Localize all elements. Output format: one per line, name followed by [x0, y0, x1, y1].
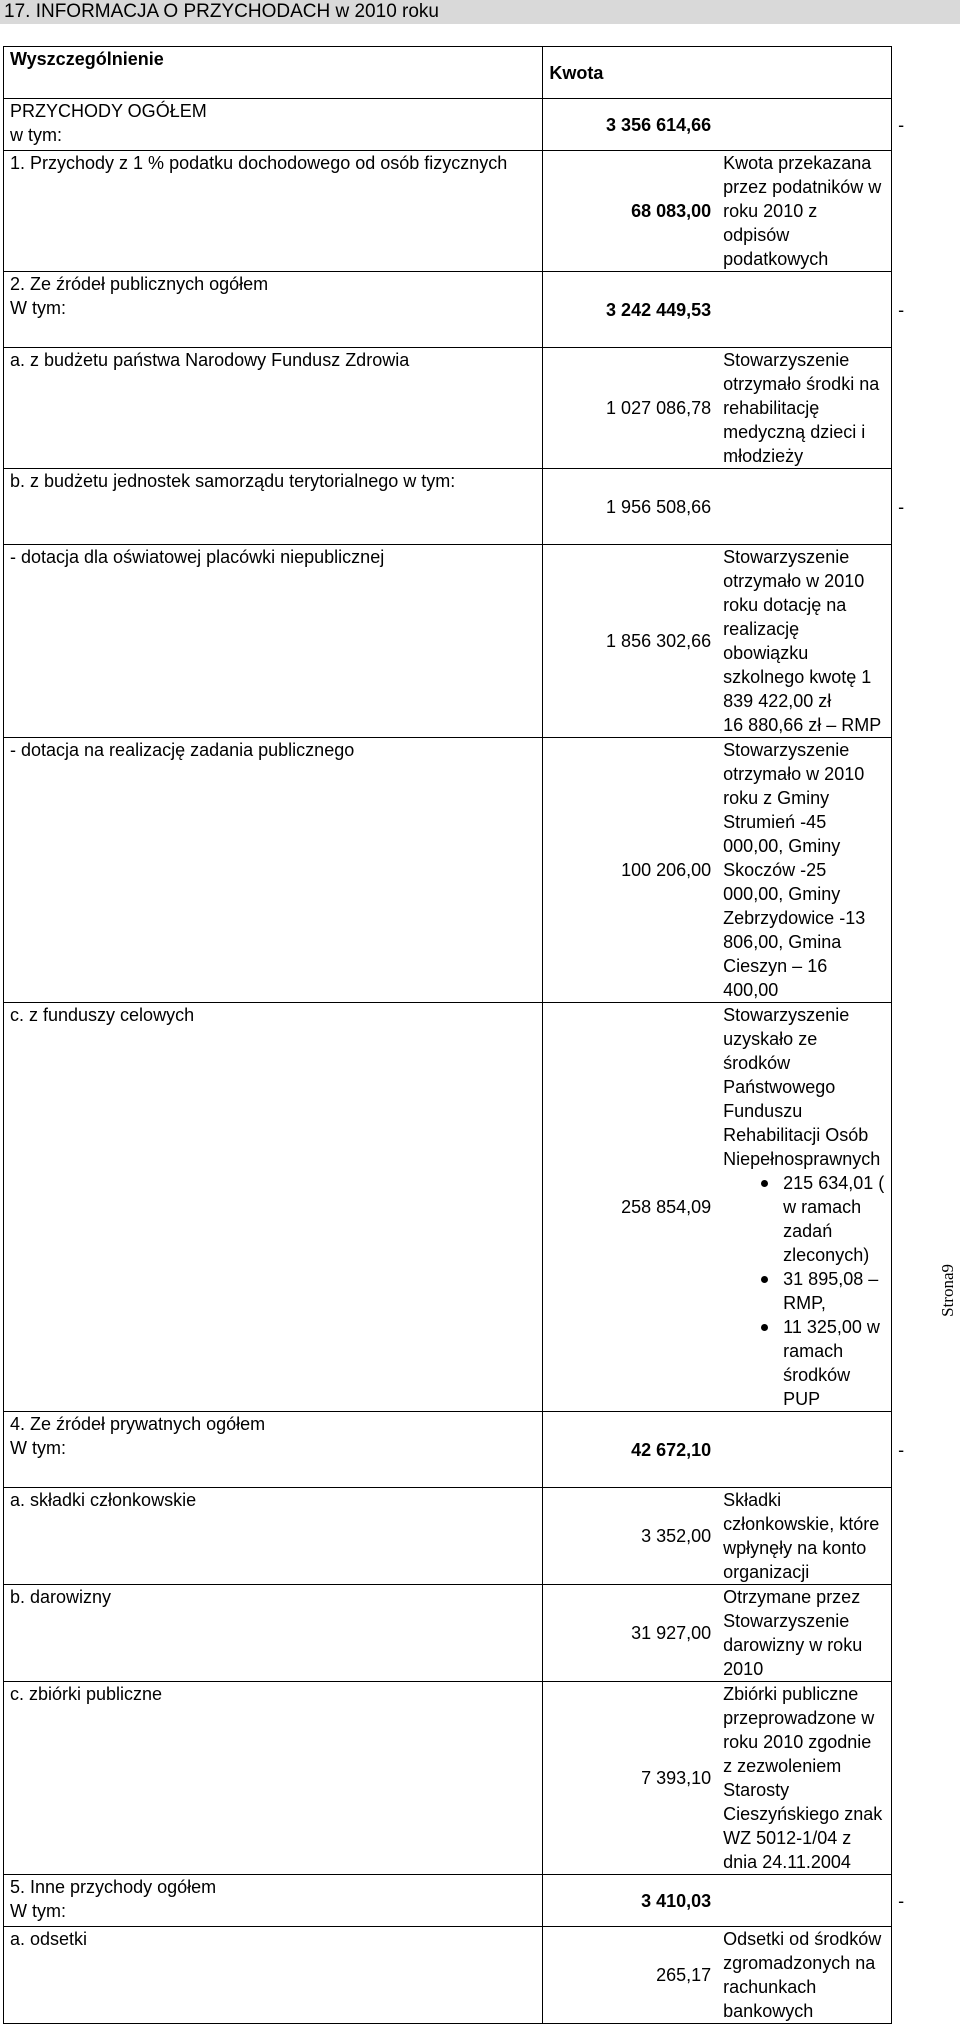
row-note-text: Odsetki od środków zgromadzonych na rachunkach bankowych: [723, 1929, 882, 2021]
row-amount: 31 927,00: [543, 1585, 717, 1682]
row-note: [717, 1585, 891, 1682]
table-row: [4, 151, 892, 272]
row-label: a. składki członkowskie: [4, 1488, 543, 1585]
page-number: Strona9: [938, 1264, 957, 1317]
row-amount: 3 356 614,66: [543, 99, 717, 151]
column-header-description: Wyszczególnienie: [4, 47, 543, 99]
row-note: [717, 1488, 891, 1585]
row-note: [717, 151, 891, 272]
row-label: a. odsetki: [4, 1927, 543, 2024]
row-note: [717, 272, 905, 348]
row-amount: 1 856 302,66: [543, 545, 717, 738]
row-note: [717, 545, 891, 738]
row-note-text: -: [898, 299, 905, 320]
row-label: c. z funduszy celowych: [4, 1003, 543, 1412]
row-note: [717, 348, 891, 469]
row-amount: 7 393,10: [543, 1682, 717, 1875]
row-note-text: -: [898, 1439, 905, 1460]
row-label: 4. Ze źródeł prywatnych ogółem W tym:: [4, 1412, 543, 1488]
bullet-item: 11 325,00 w ramach środków PUP: [783, 1315, 885, 1411]
table-row: [4, 99, 892, 151]
row-label: a. z budżetu państwa Narodowy Fundusz Zdrowia: [4, 348, 543, 469]
row-note: [717, 1003, 891, 1412]
row-amount: 42 672,10: [543, 1412, 717, 1488]
table-row: [4, 738, 892, 1003]
page-title: 17. INFORMACJA O PRZYCHODACH w 2010 roku: [0, 0, 960, 24]
row-amount: 3 242 449,53: [543, 272, 717, 348]
row-note-text: Stowarzyszenie otrzymało środki na rehabilitację medyczną dzieci i młodzieży: [723, 350, 880, 466]
bullet-list: [723, 1171, 885, 1411]
table-row: [4, 1927, 892, 2024]
row-note: [717, 1927, 891, 2024]
row-note-text: Otrzymane przez Stowarzyszenie darowizny w roku 2010: [723, 1587, 863, 1679]
row-note-text: -: [898, 1890, 905, 1911]
table-body: [4, 99, 905, 2024]
row-amount: 258 854,09: [543, 1003, 717, 1412]
bullet-item: 215 634,01 ( w ramach zadań zleconych): [783, 1173, 885, 1265]
table-row: [4, 348, 892, 469]
table-row: [4, 1585, 892, 1682]
row-amount: 1 956 508,66: [543, 469, 717, 545]
table-row: [4, 545, 892, 738]
row-label: 1. Przychody z 1 % podatku dochodowego od osób fizycznych: [4, 151, 543, 272]
bullet-item: 31 895,08 – RMP,: [783, 1267, 885, 1315]
table-row: [4, 1003, 892, 1412]
row-note-text: Kwota przekazana przez podatników w roku 2010 z odpisów podatkowych: [723, 153, 882, 269]
row-label: PRZYCHODY OGÓŁEM w tym:: [4, 99, 543, 151]
row-note: [717, 1682, 891, 1875]
table-row: [4, 272, 892, 348]
table-row: [4, 469, 892, 545]
row-note-text: -: [898, 114, 905, 135]
row-amount: 265,17: [543, 1927, 717, 2024]
row-amount: 100 206,00: [543, 738, 717, 1003]
row-note-text: Stowarzyszenie otrzymało w 2010 roku z Gminy Strumień -45 000,00, Gminy Skoczów -25 000,00, Gminy Zebrzydowice -13 806,00, Gmina Cieszyn – 16 400,00: [723, 740, 866, 1000]
row-note-text: Zbiórki publiczne przeprowadzone w roku 2010 zgodnie z zezwoleniem Starosty Cieszyńskiego znak WZ 5012-1/04 z dnia 24.11.2004: [723, 1684, 883, 1872]
table-row: [4, 1875, 892, 1927]
row-label: 5. Inne przychody ogółem W tym:: [4, 1875, 543, 1927]
row-note: [717, 469, 905, 545]
table-header-row: [4, 47, 892, 99]
row-note-text: -: [898, 496, 905, 517]
table-row: [4, 1412, 892, 1488]
row-label: b. z budżetu jednostek samorządu terytorialnego w tym:: [4, 469, 543, 545]
row-note-text: Stowarzyszenie otrzymało w 2010 roku dotację na realizację obowiązku szkolnego kwotę 1 839 422,00 zł 16 880,66 zł – RMP: [723, 547, 882, 735]
row-amount: 1 027 086,78: [543, 348, 717, 469]
row-amount: 68 083,00: [543, 151, 717, 272]
row-note-text: Składki członkowskie, które wpłynęły na konto organizacji: [723, 1490, 880, 1582]
row-label: 2. Ze źródeł publicznych ogółem W tym:: [4, 272, 543, 348]
row-amount: 3 410,03: [543, 1875, 717, 1927]
row-amount: 3 352,00: [543, 1488, 717, 1585]
row-label: b. darowizny: [4, 1585, 543, 1682]
revenue-table: [3, 46, 905, 2024]
row-label: - dotacja na realizację zadania publicznego: [4, 738, 543, 1003]
row-label: c. zbiórki publiczne: [4, 1682, 543, 1875]
column-header-amount: Kwota: [543, 47, 892, 99]
row-note: [717, 738, 891, 1003]
table-row: [4, 1682, 892, 1875]
row-note: [717, 1412, 905, 1488]
table-row: [4, 1488, 892, 1585]
row-note: [717, 1875, 905, 1927]
row-note-text: Stowarzyszenie uzyskało ze środków Państwowego Funduszu Rehabilitacji Osób Niepełnosprawnych: [723, 1005, 881, 1169]
row-label: - dotacja dla oświatowej placówki niepublicznej: [4, 545, 543, 738]
row-note: [717, 99, 905, 151]
